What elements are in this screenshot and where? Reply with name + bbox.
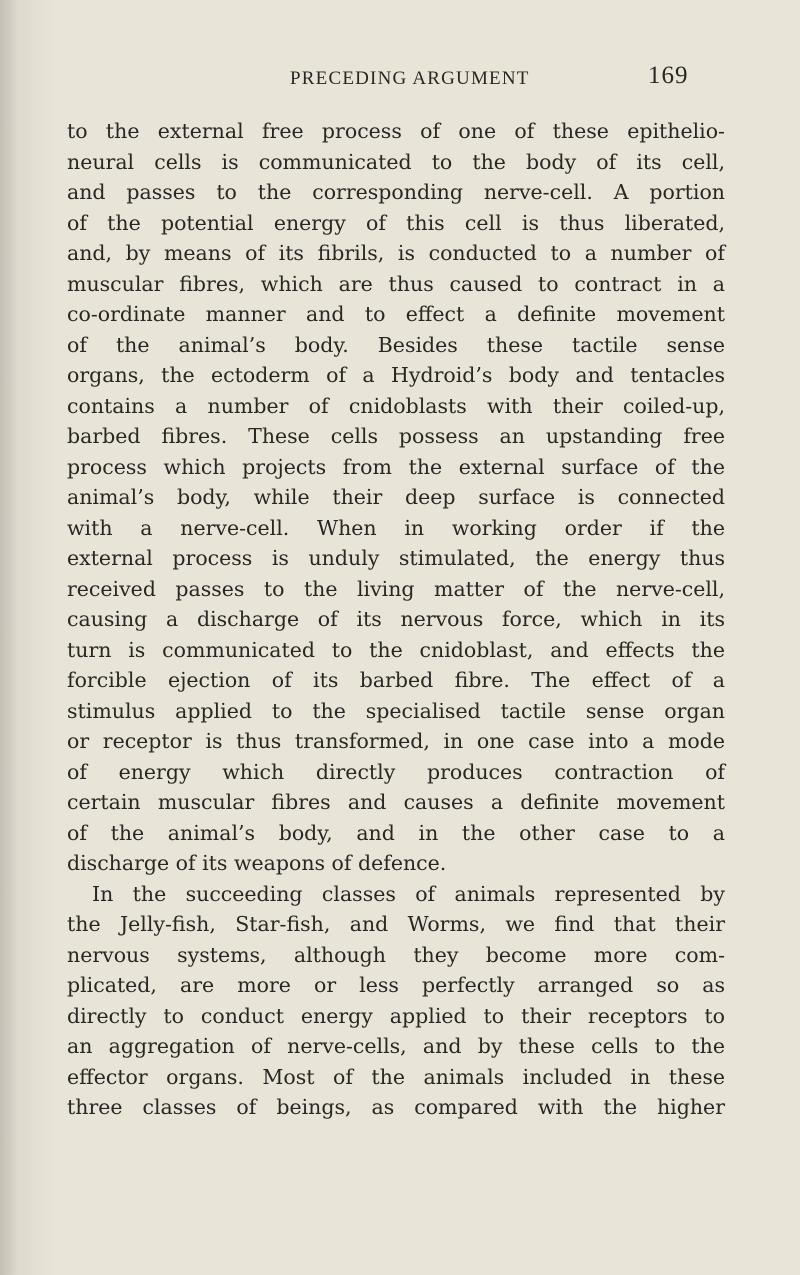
text-line: with a nerve-cell. When in working order if the: [67, 515, 725, 540]
text-line: forcible ejection of its barbed fibre. The effect of a: [67, 668, 725, 692]
text-line: certain muscular fibres and causes a definite movement: [67, 790, 725, 814]
paragraph-start-line: In the succeeding classes of animals represented by: [92, 881, 725, 906]
text-line: barbed fibres. These cells possess an upstanding free: [67, 424, 725, 448]
text-line: animal’s body, while their deep surface is connected: [67, 485, 725, 509]
text-line: co-ordinate manner and to effect a definite movement: [67, 302, 725, 326]
page-number: 169: [648, 62, 689, 89]
text-line: causing a discharge of its nervous force, which in its: [67, 607, 725, 631]
text-line: three classes of beings, as compared with the higher: [67, 1095, 725, 1119]
text-line: neural cells is communicated to the body of its cell,: [67, 149, 725, 174]
text-line: muscular fibres, which are thus caused to contract in a: [67, 271, 725, 296]
paragraph-end-line: discharge of its weapons of defence.: [67, 851, 447, 875]
text-line: turn is communicated to the cnidoblast, and effects the: [67, 637, 725, 662]
text-line: contains a number of cnidoblasts with their coiled-up,: [67, 393, 725, 418]
text-line: directly to conduct energy applied to their receptors to: [67, 1003, 725, 1028]
text-line: of the animal’s body. Besides these tactile sense: [67, 332, 725, 357]
text-line: of the animal’s body, and in the other case to a: [67, 820, 725, 845]
text-line: received passes to the living matter of the nerve-cell,: [67, 576, 725, 601]
text-line: plicated, are more or less perfectly arranged so as: [67, 973, 725, 997]
text-line: an aggregation of nerve-cells, and by these cells to the: [67, 1034, 725, 1058]
text-line: organs, the ectoderm of a Hydroid’s body and tentacles: [67, 363, 725, 387]
body-text: [67, 116, 725, 1123]
text-line: the Jelly-fish, Star-fish, and Worms, we find that their: [67, 912, 725, 936]
text-line: of energy which directly produces contraction of: [67, 759, 725, 784]
text-line: external process is unduly stimulated, the energy thus: [67, 546, 725, 570]
text-line: effector organs. Most of the animals included in these: [67, 1064, 725, 1089]
text-line: or receptor is thus transformed, in one case into a mode: [67, 729, 725, 753]
running-head: [0, 62, 800, 102]
text-line: and, by means of its fibrils, is conducted to a number of: [67, 241, 725, 265]
text-line: and passes to the corresponding nerve-cell. A portion: [67, 180, 725, 204]
text-line: stimulus applied to the specialised tactile sense organ: [67, 698, 725, 723]
running-head-title: PRECEDING ARGUMENT: [290, 68, 530, 89]
text-line: of the potential energy of this cell is thus liberated,: [67, 210, 725, 235]
text-line: process which projects from the external surface of the: [67, 454, 725, 479]
text-line: nervous systems, although they become more com-: [67, 942, 725, 967]
text-line: to the external free process of one of these epithelio-: [67, 119, 725, 143]
